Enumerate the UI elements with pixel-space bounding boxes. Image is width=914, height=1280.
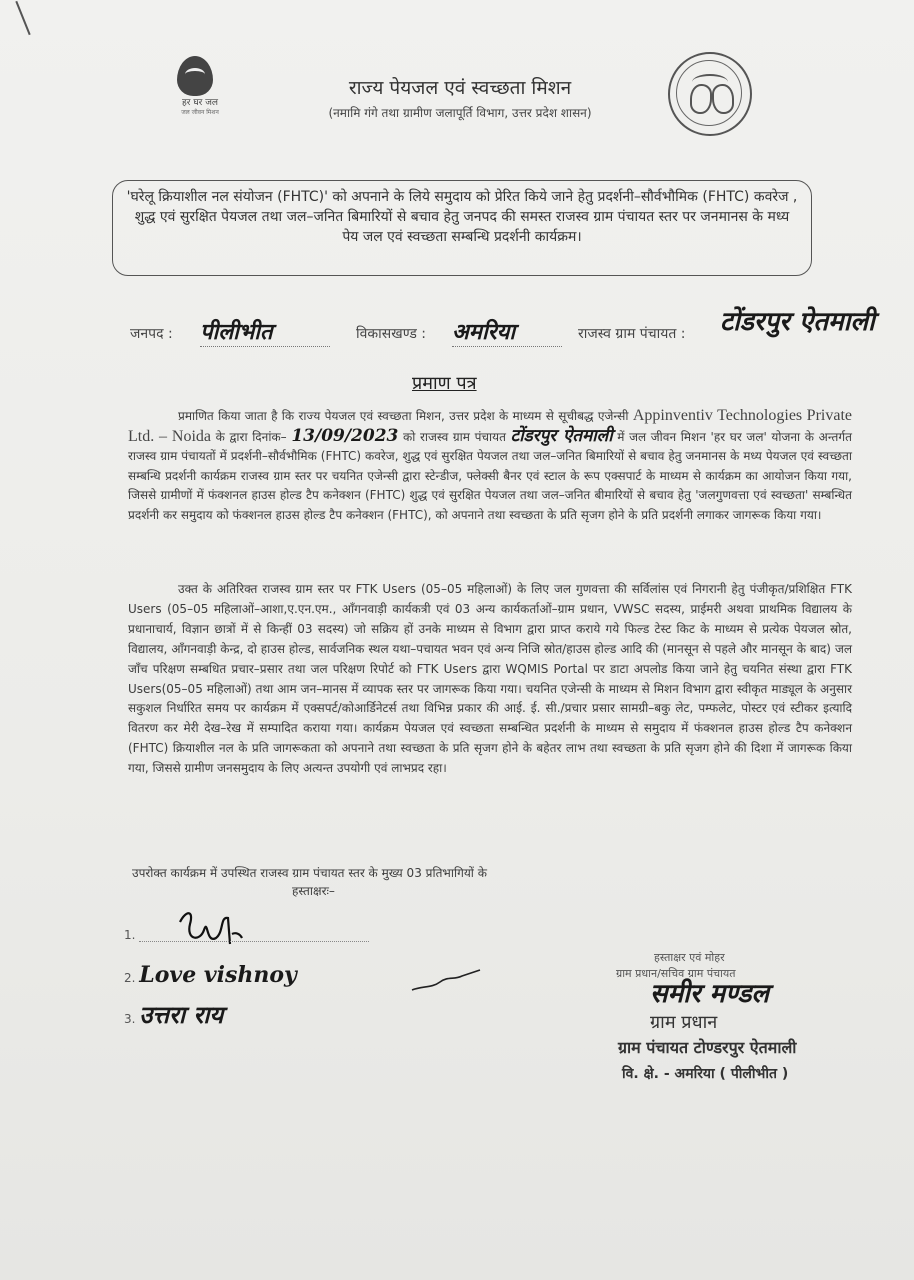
stamp-label-role: ग्राम प्रधान/सचिव ग्राम पंचायत xyxy=(616,967,736,980)
block-value: अमरिया xyxy=(452,316,562,347)
tap-icon xyxy=(185,68,205,81)
district-value: पीलीभीत xyxy=(200,316,330,347)
logo-subline: जल जीवन मिशन xyxy=(181,109,219,116)
location-row xyxy=(130,307,900,348)
org-title: राज्य पेयजल एवं स्वच्छता मिशन xyxy=(348,77,572,99)
participant-2-signature: Love vishnoy xyxy=(139,962,297,988)
agency-name: Appinventiv Technologies Private Ltd. – Noida xyxy=(128,407,852,445)
participant-1-number: 1. xyxy=(124,928,136,942)
program-date: 13/09/2023 xyxy=(291,425,399,446)
org-subtitle: (नमामि गंगे तथा ग्रामीण जलापूर्ति विभाग, उत्तर प्रदेश शासन) xyxy=(328,106,592,120)
stamp-block-district: वि. क्षे. - अमरिया ( पीलीभीत ) xyxy=(622,1066,789,1082)
certificate-title: प्रमाण पत्र xyxy=(412,373,477,394)
pradhan-signature: समीर मण्डल xyxy=(650,979,769,1009)
signatures-intro-line1: उपरोक्त कार्यक्रम में उपस्थित राजस्व ग्राम पंचायत स्तर के मुख्य 03 प्रतिभागियों के xyxy=(132,866,487,880)
participant-3-number: 3. xyxy=(124,1012,136,1026)
stamp-label-signature: हस्ताक्षर एवं मोहर xyxy=(654,951,725,964)
certificate-paragraph-1 xyxy=(128,406,852,526)
stamp-panchayat: ग्राम पंचायत टोण्डरपुर ऐतमाली xyxy=(618,1038,797,1057)
panchayat-value: टोंडरपुर ऐतमाली xyxy=(720,307,875,337)
participant-3-signature: उत्तरा राय xyxy=(139,1000,224,1029)
signatures-intro-line2: हस्ताक्षरः– xyxy=(292,884,335,898)
stamp-designation: ग्राम प्रधान xyxy=(650,1012,718,1033)
logo-tagline: हर घर जल xyxy=(182,98,218,108)
har-ghar-jal-logo xyxy=(165,52,235,124)
para2-body: उक्त के अतिरिक्त राजस्व ग्राम स्तर पर FTK Users (05–05 महिलाओं) के लिए जल गुणवत्ता की सर्विलांस एवं निगरानी हेतु पंजीकृत/प्रशिक्षित FTK Users (05–05 महिलाओं–आशा,ए.एन.एम., आँगनवाड़ी कार्यकत्री एवं 03 अन्य कार्यकर्ताओं–ग्राम प्रधान, VWSC सदस्य, प्राईमरी अथवा प्राथमिक विद्यालय के प्रधानाचार्य, विज्ञान छात्रों में से किन्हीं 03 सदस्य) जो सक्रिय हों उनके माध्यम से विभाग द्वारा प्राप्त कराये गये फिल्ड टेस्ट किट के माध्यम से प्रत्येक पेयजल स्रोत, विद्यालय, आँगनवाड़ी केन्द्र, दो हाउस होल्ड, सार्वजनिक स्थल यथा–पचायत भवन एवं अन्य निजि स्रोत/हाउस होल्ड आदि की (मानसून से पहले और मानसून के बाद) जल जाँच परिक्षण सम्बधित प्रचार–प्रसार तथा जल परिक्षण रिपोर्ट को FTK Users द्वारा WQMIS Portal पर डाटा अपलोड किया जाने हेतु चयनित संस्था द्वारा FTK Users(05–05 महिलाओं) तथा आम जन–मानस में व्यापक स्तर पर जागरूक किया गया। चयनित एजेन्सी के माध्यम से मिशन विभाग द्वारा स्वीकृत माड्यूल के अनुसार सकुशल निर्धारित समय पर कार्यक्रम में एक्सपर्ट/कोआर्डिनेटर्स तथा विभिन्न प्रकार की आई. ई. सी./प्रचार प्रसार सामग्री–बकु लेट, पम्फलेट, पोस्टर एवं स्टीकर इत्यादि वितरण कर मेरी देख–रेख में सम्पादित कराया गया। कार्यक्रम पेयजल एवं स्वच्छता सम्बन्धित प्रदर्शनी के माध्यम से समुदाय में फंक्शनल हाउस होल्ड टैप कनेक्शन (FHTC) क्रियाशील नल के प्रति जागरूकता को अपनाने तथा स्वच्छता के प्रति सृजग होने के बहेतर लाभ तथा स्वच्छता के प्रति सृजग होने की दिशा में जागरूक किया गया, जिससे ग्रामीण जनसमुदाय के लिए अत्यन्त उपयोगी एवं लाभप्रद रहा। xyxy=(128,582,852,776)
participant-2-line xyxy=(124,962,297,988)
panchayat-handwritten: टोंडरपुर ऐतमाली xyxy=(510,425,613,446)
panchayat-label: राजस्व ग्राम पंचायत : xyxy=(578,326,686,342)
up-government-seal xyxy=(668,52,752,136)
program-title-box: 'घरेलू क्रियाशील नल संयोजन (FHTC)' को अपनाने के लिये समुदाय को प्रेरित किये जाने हेतु प्रदर्शनी–सौर्वभौमिक (FHTC) कवरेज , शुद्ध एवं सुरक्षित पेयजल तथा जल–जनित बिमारियों से बचाव हेतु जनपद की समस्त राजस्व ग्राम पंचायत स्तर पर जनमानस के मध्य पेय जल एवं स्वच्छता सम्बन्धि प्रदर्शनी कार्यक्रम। xyxy=(112,180,812,276)
participant-3-line xyxy=(124,998,223,1031)
para1-panchayat-label: को राजस्व ग्राम पंचायत xyxy=(403,429,506,444)
participant-1-signature xyxy=(176,904,246,950)
certificate-paragraph-2 xyxy=(128,580,852,779)
para1-intro: प्रमाणित किया जाता है कि राज्य पेयजल एवं स्वच्छता मिशन, उत्तर प्रदेश के माध्यम से सूचीबद्ध एजेन्सी xyxy=(178,409,629,423)
para1-body: में जल जीवन मिशन 'हर घर जल' योजना के अन्तर्गत राजस्व ग्राम पंचायतों में प्रदर्शनी–सौर्वभौमिक (FHTC) कवरेज, शुद्ध एवं सुरक्षित पेयजल तथा जल–जनित बिमारियों से बचाव हेतु जनमानस के मध्य पेयजल एवं स्वच्छता सम्बन्धि प्रदर्शनी कार्यक्रम राजस्व ग्राम स्तर पर चयनित एजेन्सी द्वारा स्टेन्डीज, फ्लेक्सी बैनर एवं स्टाल के रूप एक्सपार्ट के माध्यम से कार्यक्रम का आयोजन किया गया, जिससे ग्रामीणों में फंक्शनल हाउस होल्ड टैप कनेक्शन (FHTC) शुद्ध एवं सुरक्षित पेयजल तथा जल–जनित बीमारियों से बचाव हेतु 'जलगुणवत्ता एवं स्वच्छता' सम्बन्धित प्रदर्शनी कर समुदाय को फंक्शनल हाउस होल्ड टैप कनेक्शन (FHTC), को अपनाने तथा स्वच्छता के प्रति सृजग होने के प्रति प्रदर्शनी लगाकर जागरूक किया गया। xyxy=(128,429,852,522)
signatures-intro xyxy=(132,864,592,900)
participant-2-number: 2. xyxy=(124,971,136,985)
participant-1-dotted-line xyxy=(139,941,369,942)
fish-left-icon xyxy=(690,84,712,114)
pen-mark xyxy=(15,1,30,35)
para1-date-label: के द्वारा दिनांक– xyxy=(215,429,287,444)
participant-1-line xyxy=(124,928,374,942)
district-label: जनपद : xyxy=(130,326,173,342)
fish-right-icon xyxy=(712,84,734,114)
block-label: विकासखण्ड : xyxy=(356,326,427,342)
pen-squiggle xyxy=(410,966,482,996)
